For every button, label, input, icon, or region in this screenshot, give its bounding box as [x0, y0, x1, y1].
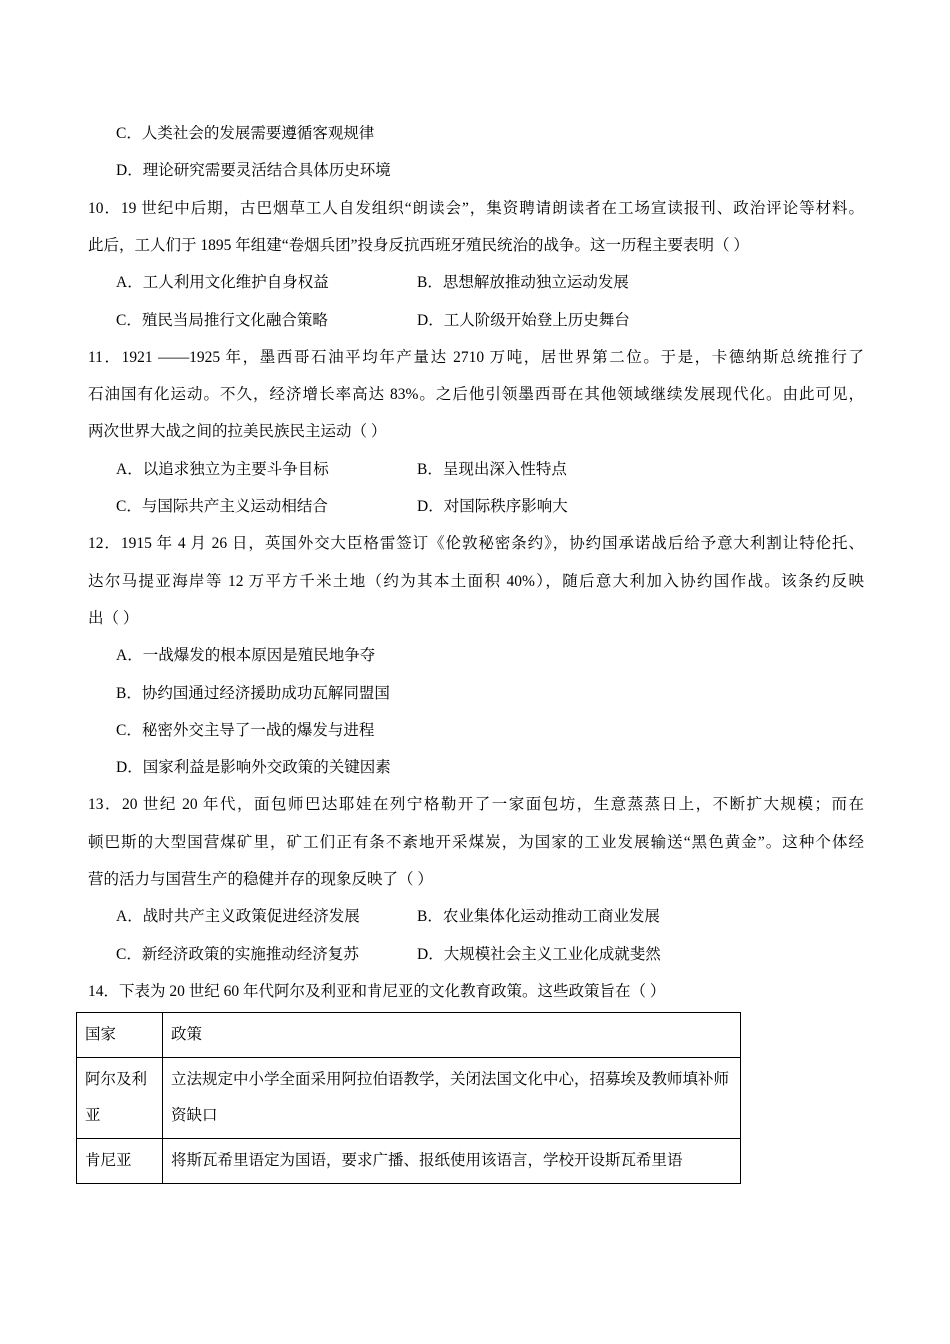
q13-stem-line-1: 13．20 世纪 20 年代，面包师巴达耶娃在列宁格勒开了一家面包坊，生意蒸蒸日上，不断扩大规模；而在	[88, 796, 864, 813]
q9-option-c: C．人类社会的发展需要遵循客观规律	[116, 125, 375, 142]
q11-option-b: B．呈现出深入性特点	[417, 461, 567, 478]
q12-stem-line-1: 12．1915 年 4 月 26 日，英国外交大臣格雷签订《伦敦秘密条约》，协约国承诺战后给予意大利割让特伦托、	[88, 535, 864, 552]
q10-stem-line-2: 此后，工人们于 1895 年组建“卷烟兵团”投身反抗西班牙殖民统治的战争。这一历程主要表明（ ）	[88, 237, 749, 254]
table-row	[77, 1058, 741, 1139]
q13-option-b: B．农业集体化运动推动工商业发展	[417, 908, 660, 925]
q12-option-b: B．协约国通过经济援助成功瓦解同盟国	[116, 685, 390, 702]
q11-stem-line-1: 11．1921 ——1925 年，墨西哥石油平均年产量达 2710 万吨，居世界第二位。于是，卡德纳斯总统推行了	[88, 349, 864, 366]
q10-option-b: B．思想解放推动独立运动发展	[417, 274, 629, 291]
q12-option-d: D．国家利益是影响外交政策的关键因素	[116, 759, 391, 776]
q14-stem: 14．下表为 20 世纪 60 年代阿尔及利亚和肯尼亚的文化教育政策。这些政策旨在（ ）	[88, 983, 666, 1000]
table-header-row	[77, 1013, 741, 1058]
q10-option-d: D．工人阶级开始登上历史舞台	[417, 312, 630, 329]
table-row	[77, 1139, 741, 1184]
q13-option-c: C．新经济政策的实施推动经济复苏	[116, 946, 359, 963]
table-header-country: 国家	[77, 1013, 163, 1058]
q11-stem-line-3: 两次世界大战之间的拉美民族民主运动（ ）	[88, 423, 387, 440]
table-cell-policy: 立法规定中小学全面采用阿拉伯语教学，关闭法国文化中心，招募埃及教师填补师资缺口	[163, 1058, 741, 1139]
q12-stem-line-3: 出（ ）	[88, 610, 139, 627]
q9-option-d: D．理论研究需要灵活结合具体历史环境	[116, 162, 391, 179]
q12-option-c: C．秘密外交主导了一战的爆发与进程	[116, 722, 375, 739]
table-cell-country: 肯尼亚	[77, 1139, 163, 1184]
q13-option-a: A．战时共产主义政策促进经济发展	[116, 908, 360, 925]
q13-stem-line-3: 营的活力与国营生产的稳健并存的现象反映了（ ）	[88, 871, 433, 888]
table-cell-policy: 将斯瓦希里语定为国语，要求广播、报纸使用该语言，学校开设斯瓦希里语	[163, 1139, 741, 1184]
q11-option-c: C．与国际共产主义运动相结合	[116, 498, 328, 515]
q11-option-d: D．对国际秩序影响大	[417, 498, 568, 515]
table-header-policy: 政策	[163, 1013, 741, 1058]
q11-stem-line-2: 石油国有化运动。不久，经济增长率高达 83%。之后他引领墨西哥在其他领域继续发展现代化。由此可见，	[88, 386, 864, 403]
q11-option-a: A．以追求独立为主要斗争目标	[116, 461, 329, 478]
q12-stem-line-2: 达尔马提亚海岸等 12 万平方千米土地（约为其本土面积 40%），随后意大利加入协约国作战。该条约反映	[88, 573, 864, 590]
q10-stem-line-1: 10．19 世纪中后期，古巴烟草工人自发组织“朗读会”，集资聘请朗读者在工场宣读报刊、政治评论等材料。	[88, 200, 864, 217]
table-cell-country: 阿尔及利亚	[77, 1058, 163, 1139]
q13-option-d: D．大规模社会主义工业化成就斐然	[417, 946, 661, 963]
q12-option-a: A．一战爆发的根本原因是殖民地争夺	[116, 647, 376, 664]
q10-option-c: C．殖民当局推行文化融合策略	[116, 312, 328, 329]
policy-table	[76, 1012, 741, 1184]
q13-stem-line-2: 顿巴斯的大型国营煤矿里，矿工们正有条不紊地开采煤炭，为国家的工业发展输送“黑色黄金”。这种个体经	[88, 834, 864, 851]
q10-option-a: A．工人利用文化维护自身权益	[116, 274, 329, 291]
